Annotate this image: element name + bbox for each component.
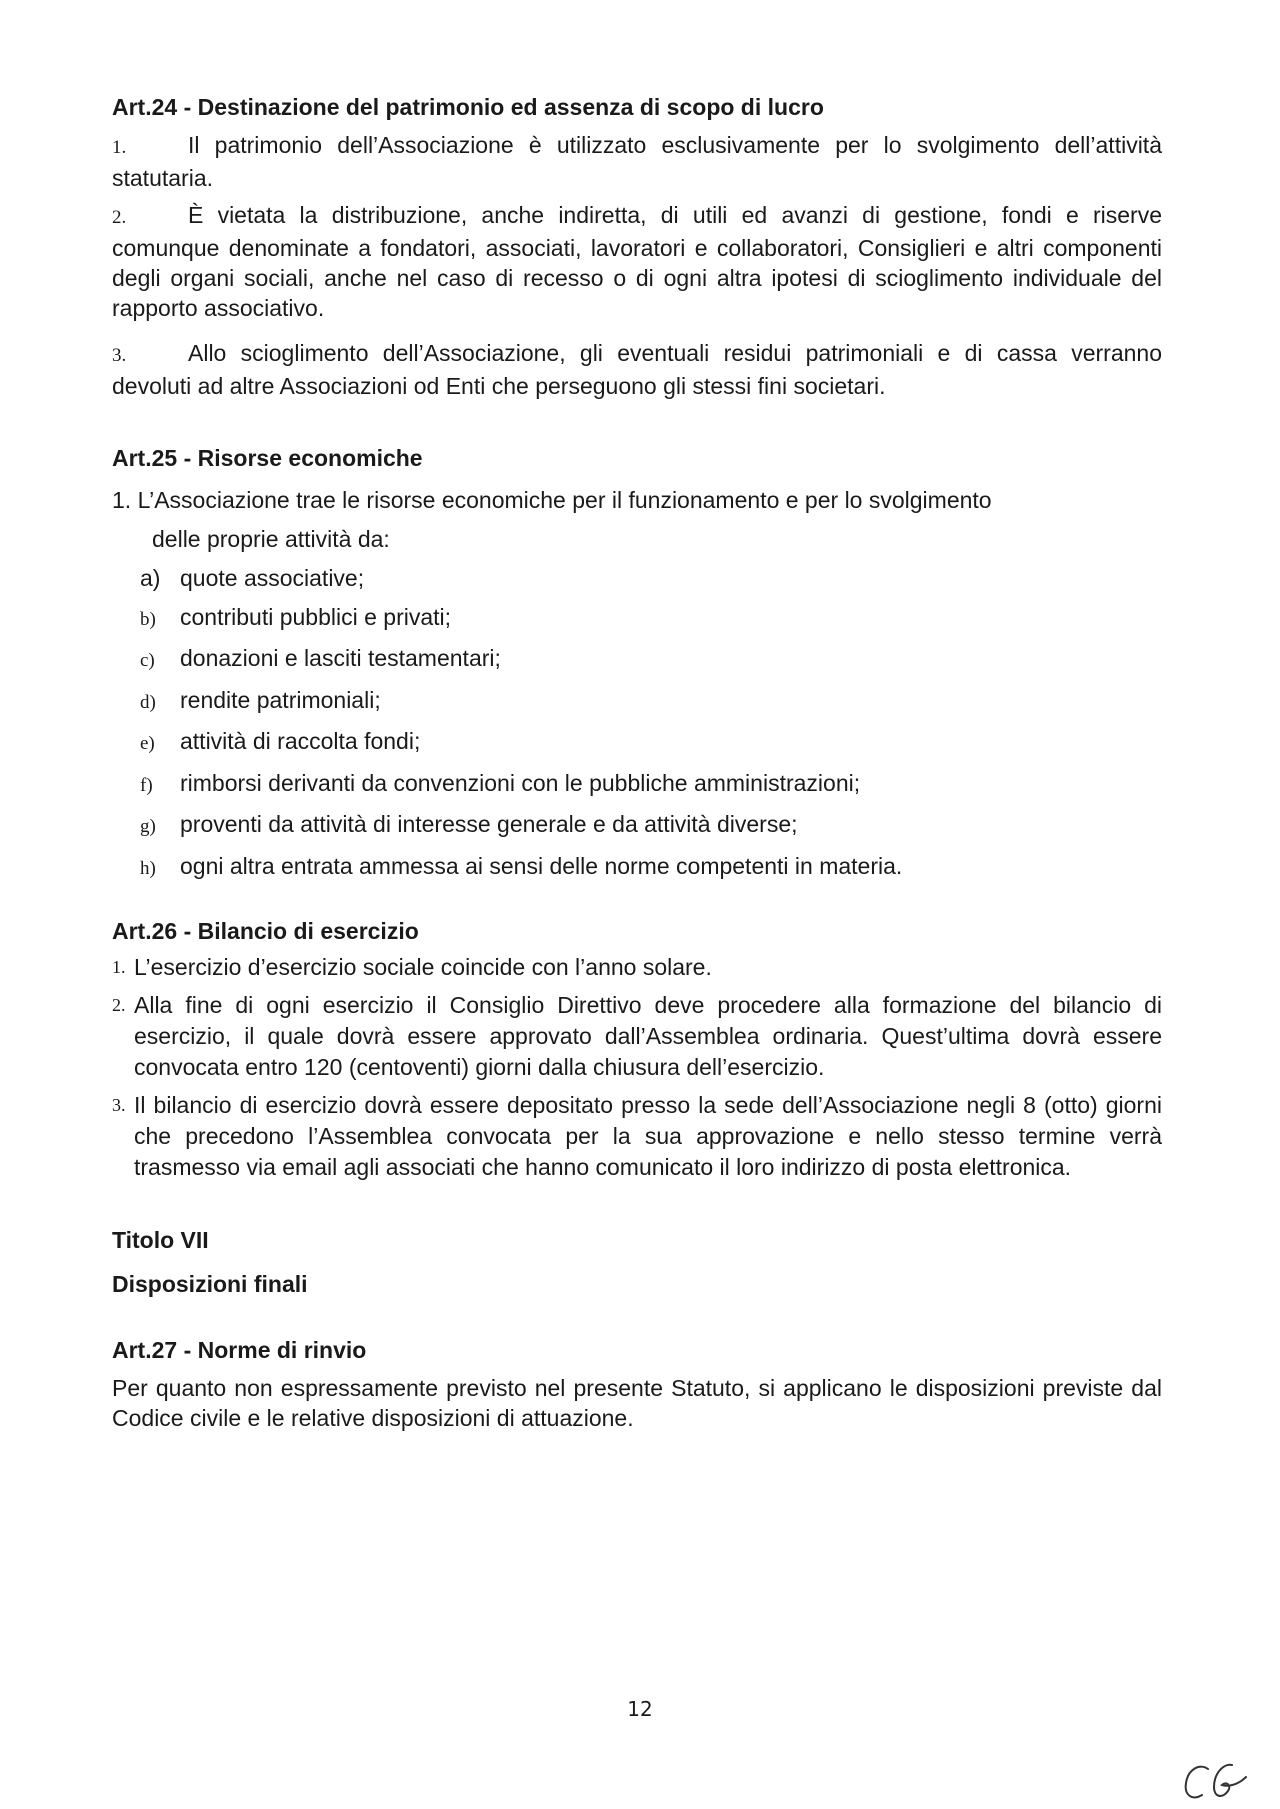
list-marker: d) (140, 691, 156, 713)
article-24-paragraph-1 (112, 130, 1162, 193)
article-27 (112, 1335, 1162, 1433)
list-item-text: Alla fine di ogni esercizio il Consiglio Direttivo deve procedere alla formazione del bilancio di esercizio, il quale dovrà essere approvato dall’Assemblea ordinaria. Quest’ultima dovrà essere convocata entro 120 (centoventi) giorni dalla chiusura dell’esercizio. (134, 992, 1162, 1080)
article-27-paragraph: Per quanto non espressamente previsto nel presente Statuto, si applicano le disposizioni previste dal Codice civile e le relative disposizioni di attuazione. (112, 1375, 1162, 1431)
article-24-paragraph-2 (112, 200, 1162, 323)
list-marker: f) (140, 774, 153, 796)
list-number: 1. (112, 957, 126, 977)
article-26-title: Art.26 - Bilancio di esercizio (112, 918, 419, 944)
list-marker: h) (140, 857, 156, 879)
article-27-title: Art.27 - Norme di rinvio (112, 1337, 367, 1363)
list-marker: a) (140, 565, 161, 591)
title-vii-heading: Titolo VII (112, 1227, 209, 1253)
intro-line-1: 1. L’Associazione trae le risorse economiche per il funzionamento e per lo svolgimento (112, 487, 992, 513)
intro-line-2: delle proprie attività da: (152, 526, 390, 552)
list-item (140, 559, 1162, 598)
list-item (112, 990, 1162, 1083)
list-item-text: donazioni e lasciti testamentari; (180, 645, 501, 671)
list-number: 2. (112, 995, 126, 1015)
resources-list (140, 559, 1162, 888)
article-25 (112, 443, 1162, 888)
list-item (140, 639, 1162, 681)
list-item-text: attività di raccolta fondi; (180, 728, 421, 754)
list-item (140, 598, 1162, 640)
list-item-text: proventi da attività di interesse generale e da attività diverse; (180, 811, 798, 837)
list-item-text: Il bilancio di esercizio dovrà essere depositato presso la sede dell’Associazione negli 8 (otto) giorni che precedono l’Assemblea convocata per la sua approvazione e nello stesso termine verrà trasmesso via email agli associati che hanno comunicato il loro indirizzo di posta elettronica. (134, 1092, 1162, 1180)
list-item (140, 805, 1162, 847)
list-item (140, 722, 1162, 764)
list-item-text: contributi pubblici e privati; (180, 603, 452, 630)
paragraph-text: Allo scioglimento dell’Associazione, gli eventuali residui patrimoniali e di cassa verranno devoluti ad altre Associazioni od Enti che perseguono gli stessi fini societari. (112, 340, 1162, 399)
list-number: 3. (112, 1095, 126, 1115)
article-26-list (112, 952, 1162, 1183)
list-marker: c) (140, 650, 155, 671)
list-item-text: L’esercizio d’esercizio sociale coincide con l’anno solare. (134, 954, 712, 980)
list-marker: g) (140, 816, 156, 837)
paragraph-text: Il patrimonio dell’Associazione è utilizzato esclusivamente per lo svolgimento dell’attività statutaria. (112, 132, 1162, 191)
paragraph-number: 2. (112, 207, 127, 228)
page-number: 12 (627, 1697, 653, 1721)
title-vii (112, 1225, 1162, 1299)
list-item (112, 952, 1162, 983)
document-body (112, 92, 1162, 1433)
article-26 (112, 916, 1162, 1183)
list-item (140, 847, 1162, 889)
list-item-text: rendite patrimoniali; (180, 686, 381, 713)
paragraph-number: 1. (112, 137, 127, 158)
article-24-paragraph-3 (112, 338, 1162, 401)
handwritten-initials (1180, 1755, 1250, 1805)
list-item (112, 1090, 1162, 1183)
list-marker: b) (140, 608, 156, 630)
list-marker: e) (140, 733, 155, 754)
article-24-title: Art.24 - Destinazione del patrimonio ed assenza di scopo di lucro (112, 94, 824, 120)
list-item-text: rimborsi derivanti da convenzioni con le pubbliche amministrazioni; (180, 769, 861, 796)
list-item-text: ogni altra entrata ammessa ai sensi delle norme competenti in materia. (180, 852, 903, 879)
article-25-title: Art.25 - Risorse economiche (112, 445, 423, 471)
article-24 (112, 92, 1162, 401)
paragraph-number: 3. (112, 345, 127, 366)
list-item (140, 681, 1162, 723)
list-item-text: quote associative; (180, 565, 365, 591)
list-item (140, 764, 1162, 806)
paragraph-text: È vietata la distribuzione, anche indiretta, di utili ed avanzi di gestione, fondi e riserve comunque denominate a fondatori, associati, lavoratori e collaboratori, Consiglieri e altri componenti degli organi sociali, anche nel caso di recesso o di ogni altra ipotesi di scioglimento individuale del rapporto associativo. (112, 202, 1162, 321)
article-25-intro (112, 481, 1162, 559)
title-vii-subtitle: Disposizioni finali (112, 1271, 308, 1297)
